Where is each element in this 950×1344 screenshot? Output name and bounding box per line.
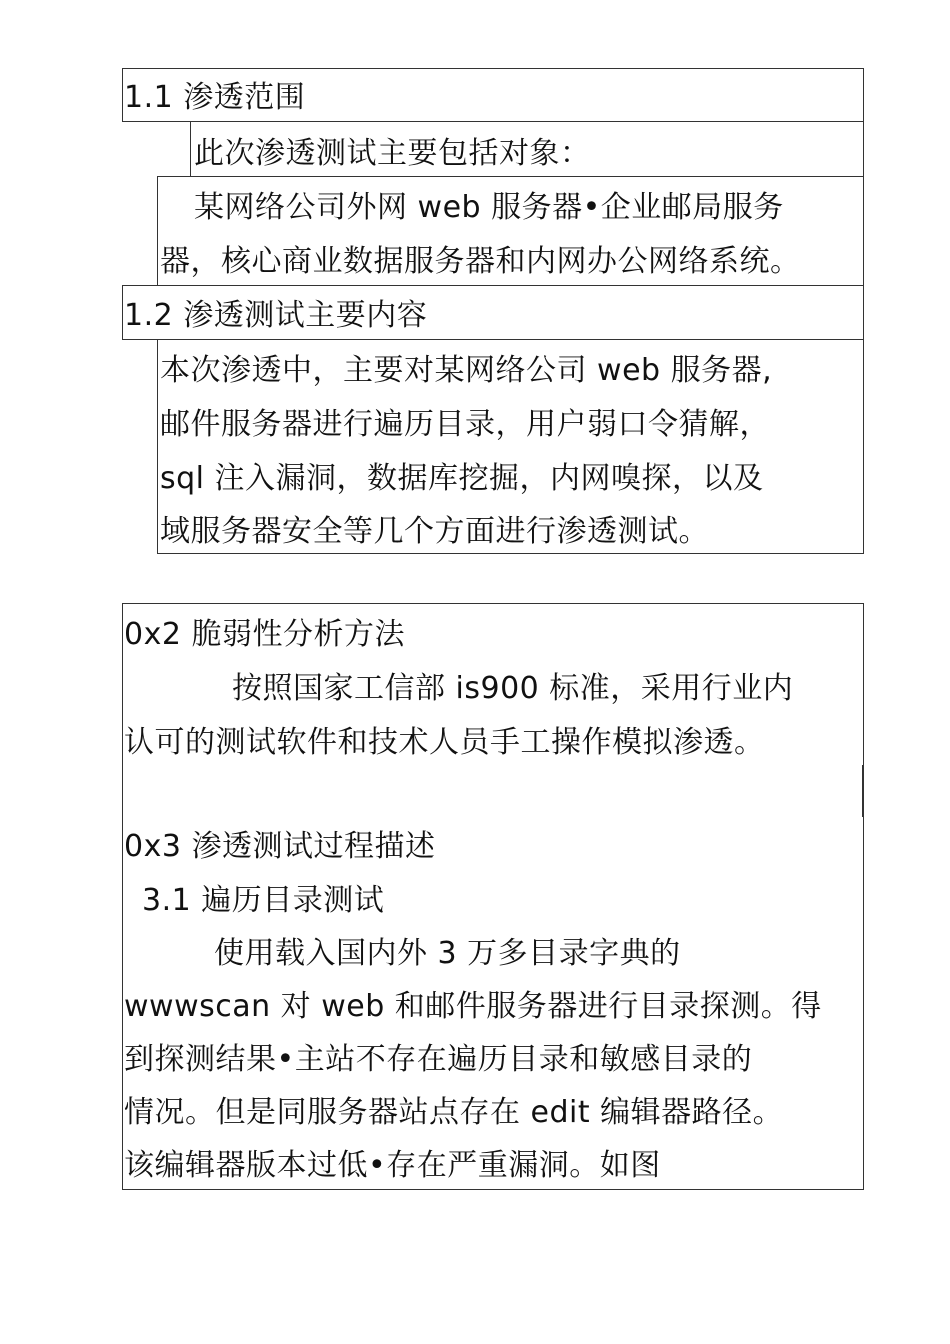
section-1-1-targets-line2: 器，核心商业数据服务器和内网办公网络系统。	[160, 244, 801, 279]
section-1-1-intro: 此次渗透测试主要包括对象：	[194, 136, 591, 171]
section-0x3-line-1: 使用载入国内外 3 万多目录字典的	[214, 936, 681, 971]
inner-divider	[862, 765, 863, 817]
section-1-2-line-2: 邮件服务器进行遍历目录，用户弱口令猜解，	[160, 407, 770, 442]
section-0x3-line-2: wwwscan 对 web 和邮件服务器进行目录探测。得	[124, 989, 822, 1024]
section-1-2-line-3: sql 注入漏洞，数据库挖掘，内网嗅探，以及	[160, 461, 764, 496]
section-0x3-line-4: 情况。但是同服务器站点存在 edit 编辑器路径。	[124, 1095, 784, 1130]
section-0x2-line-2: 认可的测试软件和技术人员手工操作模拟渗透。	[124, 725, 765, 760]
section-0x3-heading: 0x3 渗透测试过程描述	[124, 829, 436, 864]
section-0x3-subheading: 3.1 遍历目录测试	[142, 883, 385, 918]
section-0x3-line-3: 到探测结果•主站不存在遍历目录和敏感目录的	[124, 1042, 753, 1077]
section-0x2-line-1: 按照国家工信部 is900 标准，采用行业内	[232, 671, 794, 706]
section-1-2-heading: 1.2 渗透测试主要内容	[124, 298, 428, 333]
section-1-1-targets-line1: 某网络公司外网 web 服务器•企业邮局服务	[194, 190, 784, 225]
section-1-1-heading: 1.1 渗透范围	[124, 80, 306, 115]
section-1-2-line-1: 本次渗透中，主要对某网络公司 web 服务器,	[160, 353, 773, 388]
section-0x3-line-5: 该编辑器版本过低•存在严重漏洞。如图	[124, 1148, 661, 1183]
section-1-2-line-4: 域服务器安全等几个方面进行渗透测试。	[160, 514, 709, 549]
section-0x2-heading: 0x2 脆弱性分析方法	[124, 617, 405, 652]
